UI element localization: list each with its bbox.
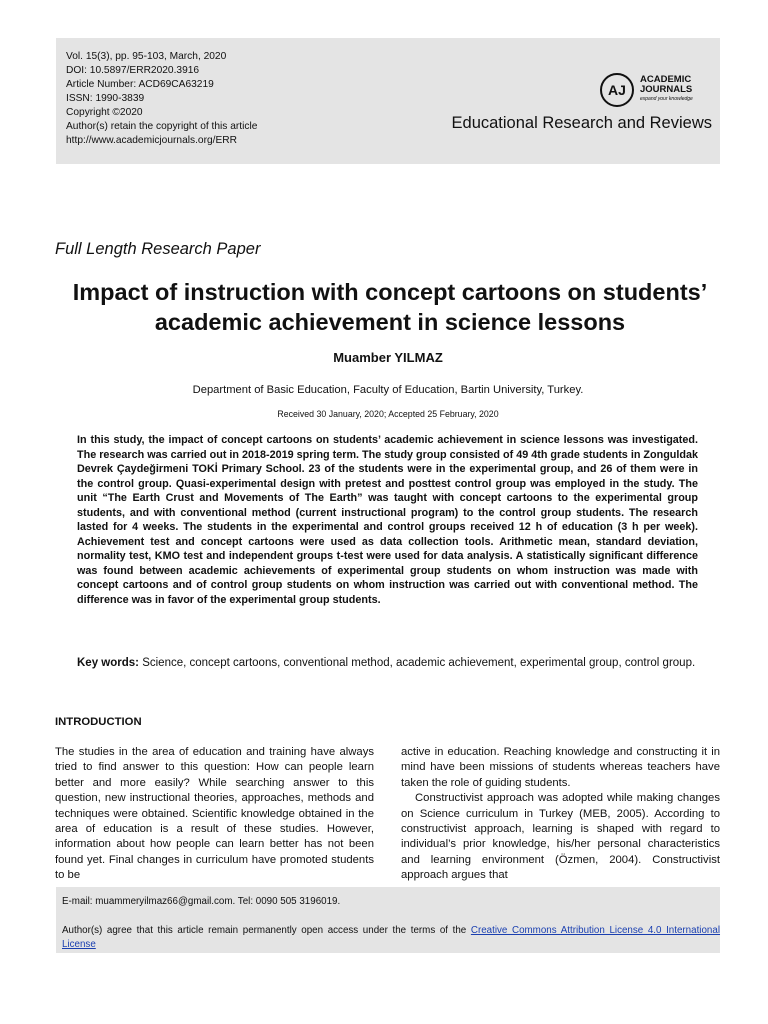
meta-article-number: Article Number: ACD69CA63219	[66, 79, 214, 90]
author-affiliation: Department of Basic Education, Faculty of Education, Bartin University, Turkey.	[192, 384, 584, 396]
paper-title: Impact of instruction with concept cartoons on students’ academic achievement in science lessons	[72, 279, 708, 335]
article-metadata	[66, 50, 257, 148]
right-paragraph-2: Constructivist approach was adopted while making changes on Science curriculum in Turkey (MEB, 2005). According to constructivist approach, learning is shaped with regard to individual’s prior knowledge, his/her personal characteristics and learning environment (Özmen, 2004). Constructivist approach argues that	[401, 792, 720, 882]
paper-type: Full Length Research Paper	[55, 240, 261, 258]
logo-circle-icon: AJ	[600, 73, 634, 107]
license-text: Author(s) agree that this article remain permanently open access under the terms of the	[62, 925, 471, 936]
abstract: In this study, the impact of concept cartoons on students’ academic achievement in science lessons was investigated. The research was carried out in 2018-2019 spring term. The study group consisted of 49 4th grade students in Zonguldak Devrek Çaydeğirmeni TOKİ Primary School. 23 of the students were in the experimental group, and 26 of them were in the control group. Quasi-experimental design with pretest and posttest control group was employed in the study. The unit “The Earth Crust and Movements of The Earth” was taught with concept cartoons to the experimental group students, and with conventional method (current instructional program) to the control group students. The research lasted for 4 weeks. The students in the experimental and control groups received 12 h of education (3 h per week). Achievement test and concept cartoons were used as data collection tools. Arithmetic mean, standard deviation, normality test, KMO test and independent groups t-test were used for data analysis. A statistically significant difference was found between academic achievements of experimental group students on whom instruction was made with concept cartoons and of control group students on whom instruction was carried out with conventional method. The difference was in favor of the experimental group students.	[77, 434, 698, 606]
meta-url[interactable]: http://www.academicjournals.org/ERR	[66, 135, 237, 146]
academic-journals-logo	[600, 72, 710, 108]
meta-copyright: Copyright ©2020	[66, 107, 143, 118]
license-link[interactable]: Creative Commons Attribution License 4.0 International License	[62, 925, 721, 950]
logo-line2: JOURNALS	[640, 84, 693, 95]
footer-notes	[56, 887, 720, 953]
body-right-column	[401, 745, 720, 884]
meta-rights: Author(s) retain the copyright of this article	[66, 121, 258, 132]
license-notice	[62, 924, 720, 952]
body-left-column: The studies in the area of education and training have always tried to find answer to this question: How can people learn better and more easily? While searching answer to this question, new instructional theories, approaches, methods and techniques were obtained. Scientific knowledge obtained in the area of education is a result of these studies. However, information about how people can learn better has not been found yet. Final changes in curriculum have promoted students to be	[55, 746, 374, 882]
keywords-label: Key words:	[77, 657, 139, 669]
meta-issn: ISSN: 1990-3839	[66, 93, 145, 104]
author-name: Muamber YILMAZ	[333, 350, 443, 365]
keywords-list: Science, concept cartoons, conventional method, academic achievement, experimental group, control group.	[142, 657, 696, 669]
right-paragraph-1: active in education. Reaching knowledge and constructing it in mind have been missions of students whereas teachers have taken the role of guiding students.	[401, 746, 720, 789]
journal-header	[56, 38, 720, 164]
received-dates: Received 30 January, 2020; Accepted 25 February, 2020	[277, 409, 499, 419]
journal-name: Educational Research and Reviews	[451, 114, 712, 132]
meta-volume: Vol. 15(3), pp. 95-103, March, 2020	[66, 51, 227, 62]
keywords	[77, 656, 698, 671]
author-email: E-mail: muammeryilmaz66@gmail.com. Tel: 0090 505 3196019.	[62, 896, 341, 907]
logo-line1: ACADEMIC	[640, 74, 692, 85]
logo-tagline: expand your knowledge	[640, 96, 693, 102]
introduction-heading: INTRODUCTION	[55, 716, 142, 728]
meta-doi: DOI: 10.5897/ERR2020.3916	[66, 65, 200, 76]
